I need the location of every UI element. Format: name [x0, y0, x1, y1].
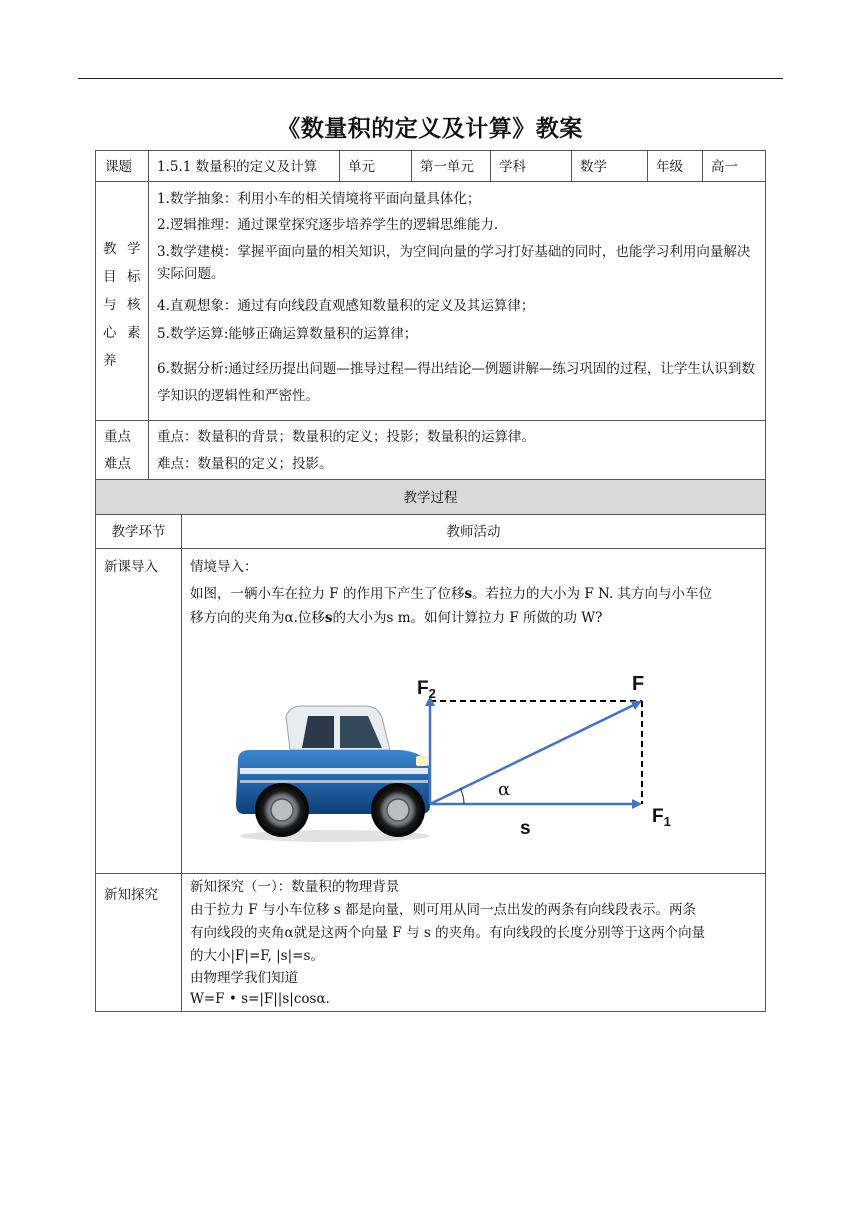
intro-line2-bold: s [324, 610, 333, 626]
objective-item: 1.数学抽象：利用小车的相关情境将平面向量具体化； [157, 191, 481, 207]
objective-item: 3.数学建模：掌握平面向量的相关知识，为空间向量的学习打好基础的同时，也能学习利用向量解决实际问题。 [157, 244, 751, 282]
subject-label: 学科 [499, 159, 526, 175]
objectives-label-cell [95, 181, 149, 421]
intro-text-line [190, 607, 765, 629]
grade-label-cell [647, 150, 703, 182]
subject-value-cell [571, 150, 648, 182]
label-F1: $F_1$ [652, 806, 671, 829]
objectives-label-char: 与 [103, 297, 117, 313]
label-F: F [632, 673, 645, 695]
explore-line: 由于拉力 F 与小车位移 s 都是向量，则可用从同一点出发的两条有向线段表示。两条 [190, 902, 696, 918]
explore-heading: 新知探究（一）：数量积的物理背景 [190, 879, 400, 895]
explore-line: 的大小|F|=F, |s|=s。 [190, 948, 324, 964]
angle-arc [460, 788, 464, 804]
label-s: s [520, 818, 531, 839]
car-image [236, 706, 430, 842]
unit-value-cell [411, 150, 491, 182]
objective-item: 6.数据分析:通过经历提出问题—推导过程—得出结论—例题讲解—练习巩固的过程，让学生认识到数学知识的逻辑性和严密性。 [157, 361, 755, 404]
intro-stage-cell [95, 548, 182, 874]
teacher-col-title: 教师活动 [446, 524, 501, 540]
key-points-content-cell [148, 420, 766, 480]
force-diagram [230, 668, 690, 844]
objectives-label-char: 核 [127, 297, 141, 313]
objectives-label-char: 养 [103, 353, 117, 369]
document-title: 《数量积的定义及计算》教案 [277, 116, 583, 142]
label-alpha: α [498, 779, 511, 800]
objectives-label-char: 心 [103, 325, 117, 341]
intro-line1-tail: 。若拉力的大小为 F N. 其方向与小车位 [472, 586, 713, 602]
objective-item: 5.数学运算:能够正确运算数量积的运算律； [157, 326, 418, 342]
explore-line: 由物理学我们知道 [190, 970, 298, 986]
intro-heading: 情境导入： [190, 559, 258, 575]
difficult-points-text: 难点：数量积的定义；投影。 [157, 456, 333, 472]
objectives-label-char: 学 [127, 241, 141, 257]
subject-value: 数学 [580, 159, 607, 175]
intro-line2-start: 移方向的夹角为α.位移 [190, 610, 325, 626]
process-section-header [95, 479, 766, 515]
objectives-label-char: 标 [127, 269, 141, 285]
key-points-label-cell [95, 420, 149, 480]
objective-item: 4.直观想象：通过有向线段直观感知数量积的定义及其运算律； [157, 298, 535, 314]
explore-content-cell [181, 873, 766, 1012]
explore-formula: W=F • s=|F||s|cosα. [190, 991, 330, 1007]
process-section-title: 教学过程 [403, 490, 458, 506]
key-label: 重点 [104, 429, 131, 445]
intro-line2-tail: 的大小为s m。如何计算拉力 F 所做的功 W? [332, 610, 603, 626]
explore-line: 有向线段的夹角α就是这两个向量 F 与 s 的夹角。有向线段的长度分别等于这两个向量 [190, 925, 706, 941]
difficult-label: 难点 [104, 456, 131, 472]
topic-label-cell [95, 150, 149, 182]
unit-value: 第一单元 [420, 159, 474, 175]
grade-value-cell [702, 150, 766, 182]
subject-label-cell [490, 150, 572, 182]
stage-col-header [95, 514, 182, 549]
stage-col-title: 教学环节 [111, 524, 166, 540]
vector-F-arrow [430, 702, 640, 804]
intro-stage-label: 新课导入 [104, 559, 158, 575]
grade-value: 高一 [711, 159, 738, 175]
explore-stage-cell [95, 873, 182, 1012]
objectives-label-char: 素 [127, 325, 141, 341]
objectives-content-cell [148, 181, 766, 421]
unit-label: 单元 [348, 159, 375, 175]
header-rule [78, 78, 783, 79]
label-F2: $F_2$ [417, 678, 436, 701]
intro-line1-start: 如图，一辆小车在拉力 F 的作用下产生了位移 [190, 586, 465, 602]
topic-value: 1.5.1 数量积的定义及计算 [157, 159, 318, 175]
key-points-text: 重点：数量积的背景；数量积的定义；投影；数量积的运算律。 [157, 429, 535, 445]
topic-label: 课题 [105, 159, 132, 175]
unit-label-cell [339, 150, 412, 182]
grade-label: 年级 [656, 159, 683, 175]
objectives-label-char: 目 [103, 269, 117, 285]
objective-item: 2.逻辑推理：通过课堂探究逐步培养学生的逻辑思维能力. [157, 217, 499, 233]
intro-line1-bold: s [464, 586, 473, 602]
explore-stage-label: 新知探究 [104, 887, 158, 903]
topic-value-cell [148, 150, 340, 182]
objectives-label-char: 教 [103, 241, 117, 257]
intro-text-line [190, 583, 765, 605]
teacher-col-header [181, 514, 766, 549]
